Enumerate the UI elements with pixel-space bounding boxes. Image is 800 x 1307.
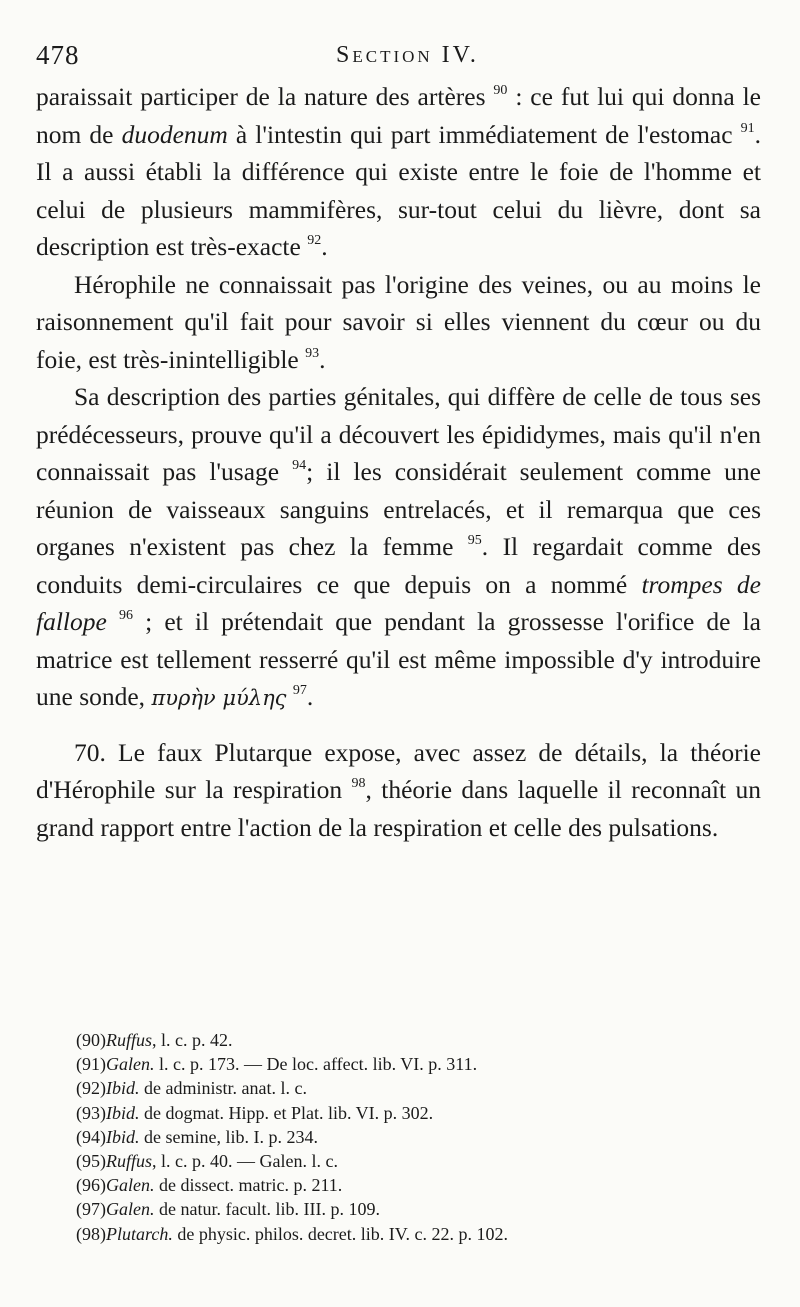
footnote-number: (96) (76, 1175, 106, 1196)
footnote-source: Galen. (106, 1054, 155, 1075)
footnote-marker: 90 (493, 83, 508, 98)
running-head: Section IV. (336, 42, 479, 68)
footnote (76, 1101, 766, 1125)
italic-term: duodenum (121, 119, 228, 149)
footnote-number: (91) (76, 1054, 106, 1075)
text-run: . (319, 344, 326, 374)
footnote-text: de dogmat. Hipp. et Plat. lib. VI. p. 302. (139, 1102, 434, 1123)
footnote-source: Galen. (106, 1175, 155, 1196)
text-run: ; et il prétendait que pendant la grossesse l'orifice de la matrice est tellement resserré qu'il est même impossible d'y introduire une sonde, (36, 607, 762, 711)
paragraph (36, 266, 761, 379)
footnote (76, 1173, 766, 1197)
footnote (76, 1052, 766, 1076)
text-run: . Il regardait comme des conduits demi-circulaires ce que depuis on a nommé (36, 532, 761, 599)
text-run: paraissait participer de la nature des artères (36, 82, 494, 111)
footnote-text: de natur. facult. lib. III. p. 109. (154, 1199, 380, 1220)
text-run: : ce fut lui qui donna le nom de (36, 82, 761, 149)
text-run: . (321, 232, 328, 261)
text-run: . Il a aussi établi la différence qui existe entre le foie de l'homme et celui de plusieurs mammifères, sur-tout celui du lièvre, dont sa description est très-exacte (36, 119, 762, 261)
footnote-marker: 92 (307, 233, 322, 248)
footnote-marker: 98 (351, 776, 366, 791)
text-run (107, 607, 119, 636)
footnote (76, 1028, 766, 1052)
footnote-source: Ibid. (106, 1126, 140, 1147)
italic-term: trompes de fallope (36, 569, 761, 636)
footnote-source: Ruffus (106, 1151, 153, 1172)
footnote-source: Ibid. (106, 1078, 140, 1099)
footnote (76, 1222, 766, 1246)
footnote-text: de administr. anat. l. c. (139, 1078, 307, 1099)
footnote-number: (93) (76, 1102, 106, 1123)
page-number: 478 (36, 40, 80, 70)
footnote (76, 1125, 766, 1149)
footnote-text: , l. c. p. 40. — Galen. l. c. (152, 1151, 338, 1172)
paragraph (36, 378, 761, 718)
paragraph (36, 78, 761, 266)
footnote-source: Galen. (106, 1199, 155, 1220)
footnote-source: Ibid. (106, 1102, 140, 1123)
text-run (286, 682, 292, 711)
footnote-marker: 91 (740, 120, 755, 136)
footnote-number: (90) (76, 1030, 106, 1050)
text-run: Hérophile ne connaissait pas l'origine des veines, ou au moins le raisonnement qu'il fait pour savoir si elles viennent du cœur ou du foie, est très-inintelligible (36, 269, 761, 374)
footnote-source: Plutarch. (106, 1223, 173, 1244)
footnote-number: (97) (76, 1199, 106, 1220)
footnote-marker: 97 (292, 683, 307, 698)
footnote-marker: 93 (305, 345, 320, 361)
text-run: . (306, 682, 314, 711)
page-header (36, 40, 766, 80)
text-run: ; il les considérait seulement comme une réunion de vaisseaux sanguins entrelacés, et il remarqua que ces organes n'existent pas chez la femme (36, 457, 761, 561)
section-70-paragraph (36, 734, 761, 847)
footnote-marker: 94 (292, 458, 307, 473)
footnote-text: de semine, lib. I. p. 234. (139, 1126, 318, 1147)
footnote-number: (95) (76, 1151, 106, 1172)
footnote (76, 1149, 766, 1173)
footnote-marker: 96 (118, 608, 133, 623)
footnote (76, 1076, 766, 1100)
text-run: Sa description des parties génitales, qui diffère de celle de tous ses prédécesseurs, prouve qu'il a découvert les épididymes, mais qu'il n'en connaissait pas l'usage (36, 382, 761, 486)
footnote-marker: 95 (467, 533, 482, 548)
footnote (76, 1197, 766, 1221)
text-run: 70. Le faux Plutarque expose, avec assez de détails, la théorie d'Hérophile sur la respiration (36, 737, 761, 804)
footnote-source: Ruffus (106, 1030, 153, 1050)
greek-phrase: πυρὴν μύλης (151, 686, 287, 710)
footnote-number: (94) (76, 1126, 106, 1147)
text-run: , théorie dans laquelle il reconnaît un grand rapport entre l'action de la respiration et celle des pulsations. (36, 775, 761, 842)
footnote-text: l. c. p. 173. — De loc. affect. lib. VI. p. 311. (154, 1054, 478, 1075)
footnotes (76, 1028, 766, 1246)
text-run: à l'intestin qui part immédiatement de l'estomac (227, 119, 741, 149)
footnote-number: (92) (76, 1078, 106, 1099)
footnote-text: de physic. philos. decret. lib. IV. c. 22. p. 102. (172, 1223, 508, 1244)
body-text (36, 78, 761, 846)
footnote-text: , l. c. p. 42. (152, 1030, 233, 1050)
footnote-text: de dissect. matric. p. 211. (154, 1175, 343, 1196)
footnote-number: (98) (76, 1223, 106, 1244)
